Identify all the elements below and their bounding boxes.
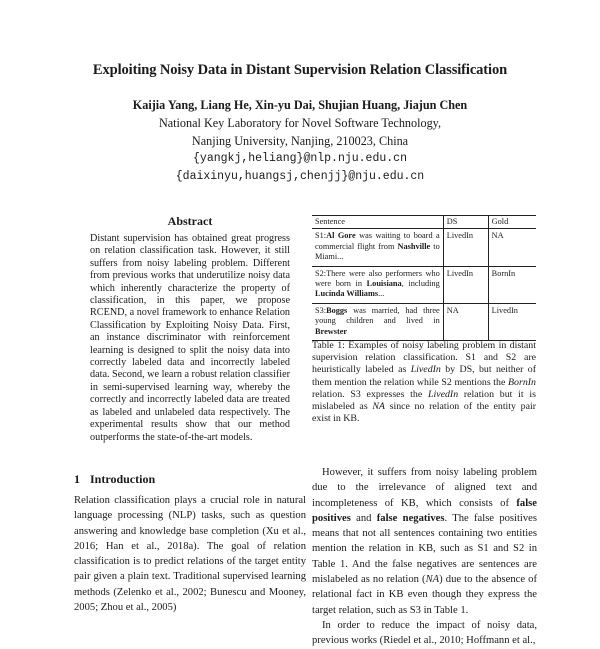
right-column-text <box>312 465 537 649</box>
table-row <box>312 266 536 303</box>
example-table <box>312 215 536 341</box>
table-cell-sentence: S1:Al Gore was waiting to board a commercial flight from Nashville to Miami... <box>312 229 443 266</box>
table-cell-gold: NA <box>488 229 536 266</box>
abstract-heading: Abstract <box>167 214 213 228</box>
introduction-text: Relation classification plays a crucial role in natural language processing (NLP) tasks, such as question answering and knowledge base completion (Xu et al., 2016; Han et al., 2018a). The goal of relation classification is to predict relations of the target entity pair given a plain text. Traditional supervised learning methods (Zelenko et al., 2002; Bunescu and Mooney, 2005; Zhou et al., 2005) <box>74 495 306 614</box>
abstract-text: Distant supervision has obtained great progress on relation classification task. However, it still suffers from noisy labeling problem. Different from previous works that underutilize noisy data which inherently characterize the property of classification, in this paper, we propose RCEND, a novel framework to enhance Relation Classification by Exploiting Noisy Data. First, an instance discriminator with reinforcement learning is designed to split the noisy data into correctly labeled data and incorrectly labeled data. Second, we learn a robust relation classifier in semi-supervised learning way, whereby the correctly and incorrectly labeled data are treated as labeled and unlabeled data respectively. The experimental results show that our method outperforms the state-of-the-art models. <box>90 233 291 443</box>
section-title: Introduction <box>90 472 156 486</box>
affiliation-line-2: Nanjing University, Nanjing, 210023, China <box>191 134 409 148</box>
paper-title: Exploiting Noisy Data in Distant Supervision Relation Classification <box>92 62 508 78</box>
table-row <box>312 303 536 340</box>
paragraph: In order to reduce the impact of noisy data, previous works (Riedel et al., 2010; Hoffmann et al., <box>312 619 537 647</box>
paragraph: However, it suffers from noisy labeling problem due to the irrelevance of aligned text and incompleteness of KB, which consists of false positives and false negatives. The false positives means that not all sentences containing two entities mention the relation in KB, such as S1 and S2 in Table 1. And the false negatives are sentences are mislabeled as no relation (NA) due to the absence of relational fact in KB even though they express the target relation, such as S3 in Table 1. <box>312 467 537 616</box>
table-cell-gold: BornIn <box>488 266 536 303</box>
table-row <box>312 229 536 266</box>
table-cell-ds: NA <box>443 303 488 340</box>
affiliation-line-1: National Key Laboratory for Novel Software Technology, <box>158 116 442 130</box>
table-caption: Table 1: Examples of noisy labeling problem in distant supervision relation classification. S1 and S2 are heuristically labeled as LivedIn by DS, but neither of them mention the relation while S2 mentions the BornIn relation. S3 expresses the LivedIn relation but it is mislabeled as NA since no relation of the entity pair exist in KB. <box>312 340 536 425</box>
table-cell-ds: LivedIn <box>443 266 488 303</box>
email-line-1: {yangkj,heliang}@nlp.nju.edu.cn <box>193 152 407 165</box>
section-number: 1 <box>74 472 80 486</box>
table-cell-sentence: S3:Boggs was married, had three young children and lived in Brewster <box>312 303 443 340</box>
table-header-row <box>312 216 536 229</box>
table-cell-ds: LivedIn <box>443 229 488 266</box>
author-block <box>0 96 600 186</box>
email-line-2: {daixinyu,huangsj,chenjj}@nju.edu.cn <box>175 170 425 183</box>
table-header-gold: Gold <box>488 216 536 229</box>
table-header-ds: DS <box>443 216 488 229</box>
table-cell-sentence: S2:There were also performers who were born in Louisiana, including Lucinda Williams... <box>312 266 443 303</box>
table-header-sentence: Sentence <box>312 216 443 229</box>
section-heading <box>74 472 304 487</box>
author-names: Kaijia Yang, Liang He, Xin-yu Dai, Shujian Huang, Jiajun Chen <box>132 98 468 112</box>
table-cell-gold: LivedIn <box>488 303 536 340</box>
